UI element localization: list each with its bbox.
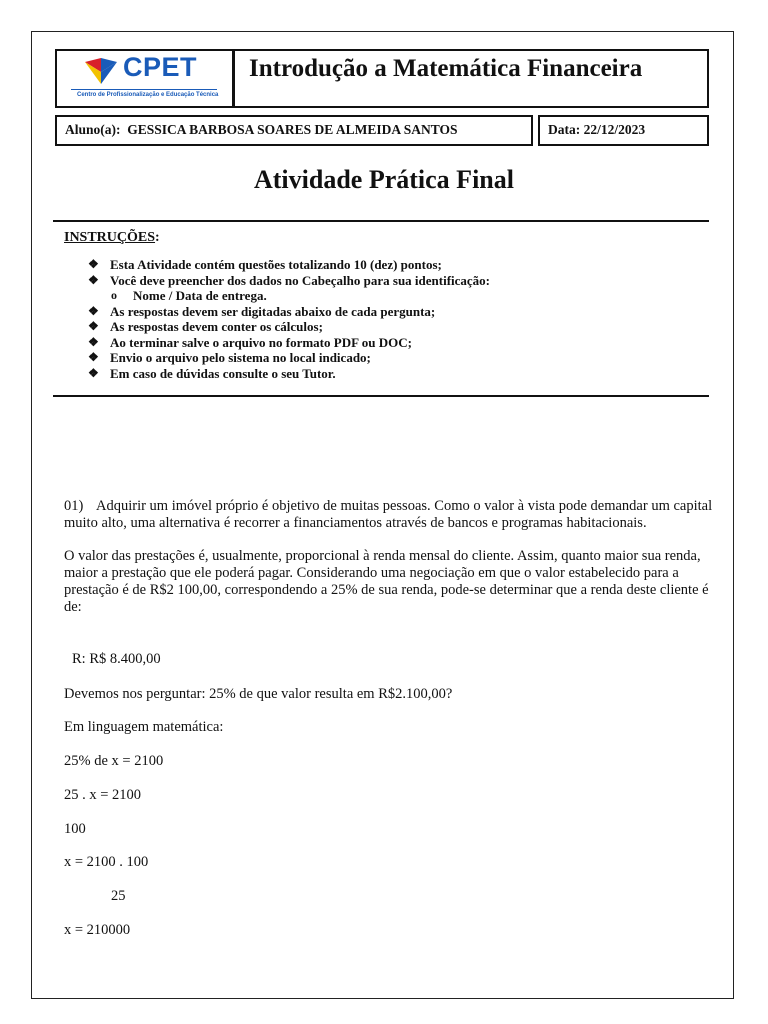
student-name: GESSICA BARBOSA SOARES DE ALMEIDA SANTOS bbox=[127, 122, 458, 137]
list-item-text: Esta Atividade contém questões totalizando 10 (dez) pontos; bbox=[110, 257, 442, 272]
activity-title: Atividade Prática Final bbox=[254, 165, 514, 194]
bullet-icon: ❖ bbox=[88, 365, 99, 380]
list-item-text: Você deve preencher dos dados no Cabeçalho para sua identificação: bbox=[110, 272, 491, 288]
list-item bbox=[88, 319, 490, 335]
date-label: Data: bbox=[548, 122, 581, 137]
list-item bbox=[88, 366, 490, 382]
list-item-text: Nome / Data de entrega. bbox=[133, 288, 267, 303]
date-field bbox=[548, 122, 645, 138]
bullet-icon: ❖ bbox=[88, 334, 99, 349]
list-item bbox=[88, 335, 490, 351]
instructions-heading-text: INSTRUÇÕES bbox=[64, 230, 156, 245]
course-title: Introdução a Matemática Financeira bbox=[249, 55, 643, 82]
list-item bbox=[88, 304, 490, 320]
logo-divider bbox=[71, 89, 217, 90]
instructions-list bbox=[88, 257, 490, 381]
divider-bottom bbox=[53, 395, 709, 397]
date-value: 22/12/2023 bbox=[583, 122, 646, 137]
course-title-box bbox=[233, 49, 709, 108]
cpet-logo-icon bbox=[83, 56, 119, 86]
question-text: Adquirir um imóvel próprio é objetivo de muitas pessoas. Como o valor à vista pode demandar um capital muito alto, uma alternativa é recorrer a financiamentos através de bancos e programas habitacionais. bbox=[64, 498, 713, 531]
logo-tagline: Centro de Profissionalização e Educação Técnica bbox=[77, 92, 219, 98]
sub-bullet-icon: o bbox=[111, 288, 117, 302]
answer-line: x = 210000 bbox=[64, 922, 131, 938]
bullet-icon: ❖ bbox=[88, 319, 99, 333]
bullet-icon: ❖ bbox=[88, 303, 99, 318]
student-box bbox=[55, 115, 533, 146]
list-item-text: Envio o arquivo pelo sistema no local indicado; bbox=[110, 350, 371, 365]
answer-line: 100 bbox=[64, 821, 86, 837]
question-number: 01) bbox=[64, 498, 84, 514]
question-paragraph-1 bbox=[64, 498, 714, 532]
question-paragraph-2: O valor das prestações é, usualmente, proporcional à renda mensal do cliente. Assim, quanto maior sua renda, maior a prestação que ele poderá pagar. Considerando uma negociação em que o valor estabelecido para a prestação é de R$2 100,00, correspondendo a 25% de sua renda, pode-se determinar que a renda deste cliente é de: bbox=[64, 548, 709, 615]
answer-result: R: R$ 8.400,00 bbox=[72, 651, 161, 667]
answer-line: Em linguagem matemática: bbox=[64, 719, 224, 735]
answer-line: 25 bbox=[111, 888, 126, 904]
bullet-icon: ❖ bbox=[88, 272, 99, 287]
list-item-text: As respostas devem ser digitadas abaixo de cada pergunta; bbox=[110, 303, 436, 319]
list-item bbox=[88, 273, 490, 289]
list-item-text: Ao terminar salve o arquivo no formato PDF ou DOC; bbox=[110, 334, 412, 350]
list-sub-item bbox=[88, 288, 490, 304]
student-label: Aluno(a): bbox=[65, 122, 121, 137]
question-1 bbox=[64, 498, 714, 616]
instructions-heading bbox=[64, 230, 160, 246]
answer-line: 25% de x = 2100 bbox=[64, 753, 164, 769]
date-box bbox=[538, 115, 709, 146]
list-item bbox=[88, 350, 490, 366]
answer-line: Devemos nos perguntar: 25% de que valor resulta em R$2.100,00? bbox=[64, 686, 453, 702]
bullet-icon: ❖ bbox=[88, 257, 99, 271]
list-item bbox=[88, 257, 490, 273]
answer-line: 25 . x = 2100 bbox=[64, 787, 142, 803]
bullet-icon: ❖ bbox=[88, 350, 99, 364]
logo-box bbox=[55, 49, 234, 108]
instructions-heading-colon: : bbox=[155, 230, 160, 245]
list-item-text: Em caso de dúvidas consulte o seu Tutor. bbox=[110, 365, 336, 381]
divider-top bbox=[53, 220, 709, 222]
answer-line: x = 2100 . 100 bbox=[64, 854, 149, 870]
list-item-text: As respostas devem conter os cálculos; bbox=[110, 319, 323, 334]
logo-text: CPET bbox=[123, 52, 198, 82]
student-field bbox=[65, 122, 458, 138]
